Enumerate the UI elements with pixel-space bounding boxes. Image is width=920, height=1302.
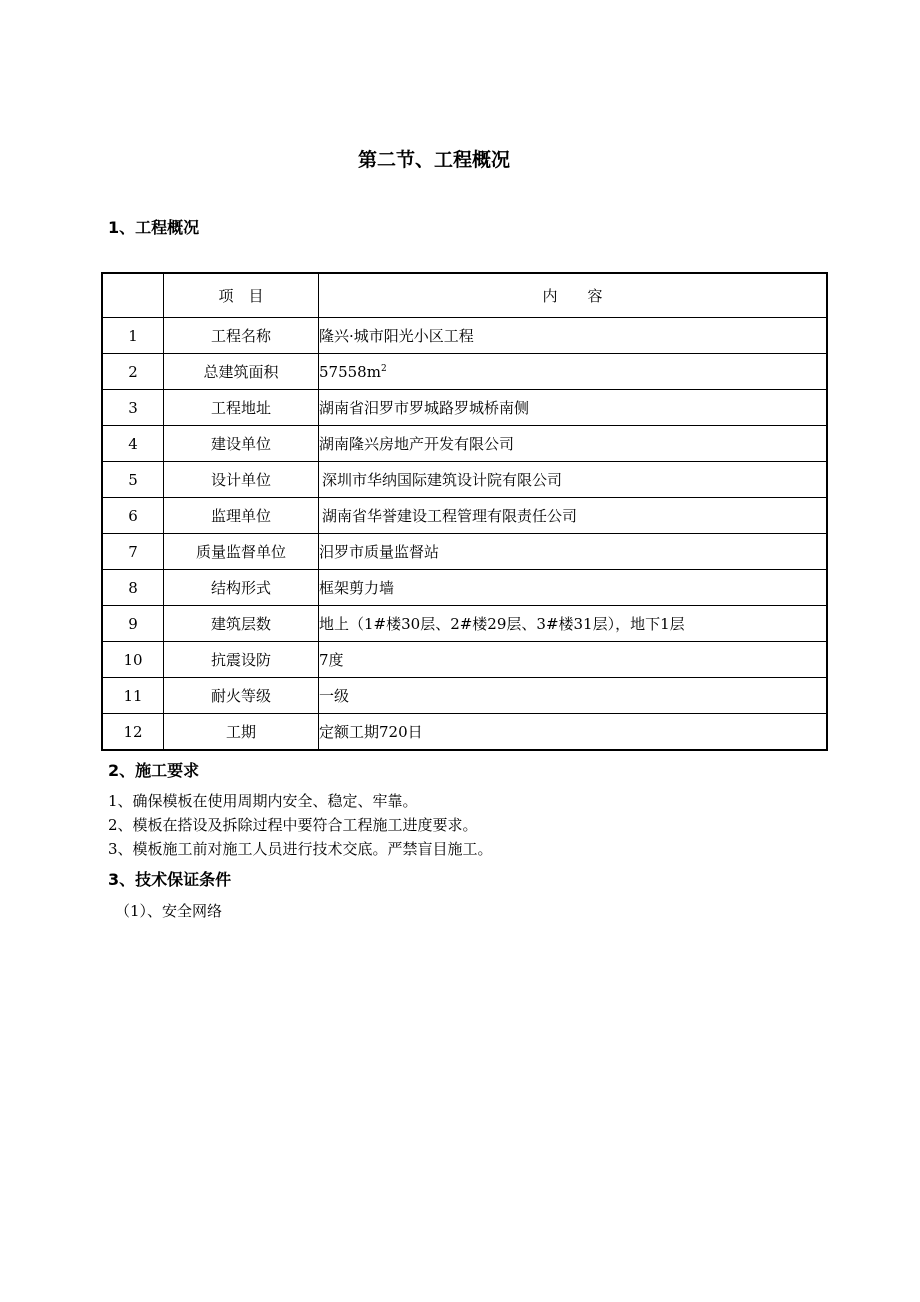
row-content-cell: 深圳市华纳国际建筑设计院有限公司 [319,462,828,498]
row-item-cell: 结构形式 [164,570,319,606]
row-number-cell: 2 [102,354,164,390]
row-number-cell: 5 [102,462,164,498]
row-content-cell: 湖南隆兴房地产开发有限公司 [319,426,828,462]
row-item-cell: 耐火等级 [164,678,319,714]
row-content-cell: 框架剪力墙 [319,570,828,606]
table-row [102,462,827,498]
row-number-cell: 3 [102,390,164,426]
row-number-cell: 8 [102,570,164,606]
row-number-cell: 10 [102,642,164,678]
header-no-cell [102,273,164,318]
area-value: 57558m [319,362,381,381]
table-row [102,570,827,606]
row-number-cell: 12 [102,714,164,751]
area-unit-exponent: 2 [380,363,387,374]
row-item-cell: 工程名称 [164,318,319,354]
row-number-cell: 4 [102,426,164,462]
row-item-cell: 总建筑面积 [164,354,319,390]
table-row [102,714,827,751]
row-item-cell: 监理单位 [164,498,319,534]
list-item: 3、模板施工前对施工人员进行技术交底。严禁盲目施工。 [108,840,493,858]
section-heading-technical: 3、技术保证条件 [108,870,232,889]
table-row [102,606,827,642]
table-row [102,642,827,678]
table-row [102,318,827,354]
row-content-cell: 湖南省华誉建设工程管理有限责任公司 [319,498,828,534]
table-row [102,678,827,714]
row-item-cell: 建设单位 [164,426,319,462]
row-number-cell: 9 [102,606,164,642]
table-header-row [102,273,827,318]
header-content-cell: 内 容 [319,273,828,318]
row-item-cell: 工期 [164,714,319,751]
section-heading-requirements: 2、施工要求 [108,761,200,780]
row-item-cell: 工程地址 [164,390,319,426]
header-item-cell: 项 目 [164,273,319,318]
page-title: 第二节、工程概况 [357,149,510,171]
row-item-cell: 建筑层数 [164,606,319,642]
row-content-cell: 地上（1#楼30层、2#楼29层、3#楼31层），地下1层 [319,606,828,642]
row-content-cell: 隆兴·城市阳光小区工程 [319,318,828,354]
requirements-list [108,789,493,861]
section-heading-overview: 1、工程概况 [108,218,200,237]
list-item: 1、确保模板在使用周期内安全、稳定、牢靠。 [108,792,418,810]
row-number-cell: 1 [102,318,164,354]
table-row [102,498,827,534]
row-number-cell: 6 [102,498,164,534]
list-item: 2、模板在搭设及拆除过程中要符合工程施工进度要求。 [108,816,478,834]
row-content-cell: 汨罗市质量监督站 [319,534,828,570]
row-content-cell: 7度 [319,642,828,678]
row-number-cell: 11 [102,678,164,714]
table-row [102,354,827,390]
row-content-cell: 湖南省汨罗市罗城路罗城桥南侧 [319,390,828,426]
table-row [102,390,827,426]
row-item-cell: 质量监督单位 [164,534,319,570]
project-overview-table [101,272,828,751]
row-number-cell: 7 [102,534,164,570]
list-item: （1）、安全网络 [115,902,223,920]
row-item-cell: 抗震设防 [164,642,319,678]
table-row [102,426,827,462]
row-content-cell: 一级 [319,678,828,714]
row-item-cell: 设计单位 [164,462,319,498]
table-row [102,534,827,570]
row-content-cell: 定额工期720日 [319,714,828,751]
row-content-cell [319,354,828,390]
